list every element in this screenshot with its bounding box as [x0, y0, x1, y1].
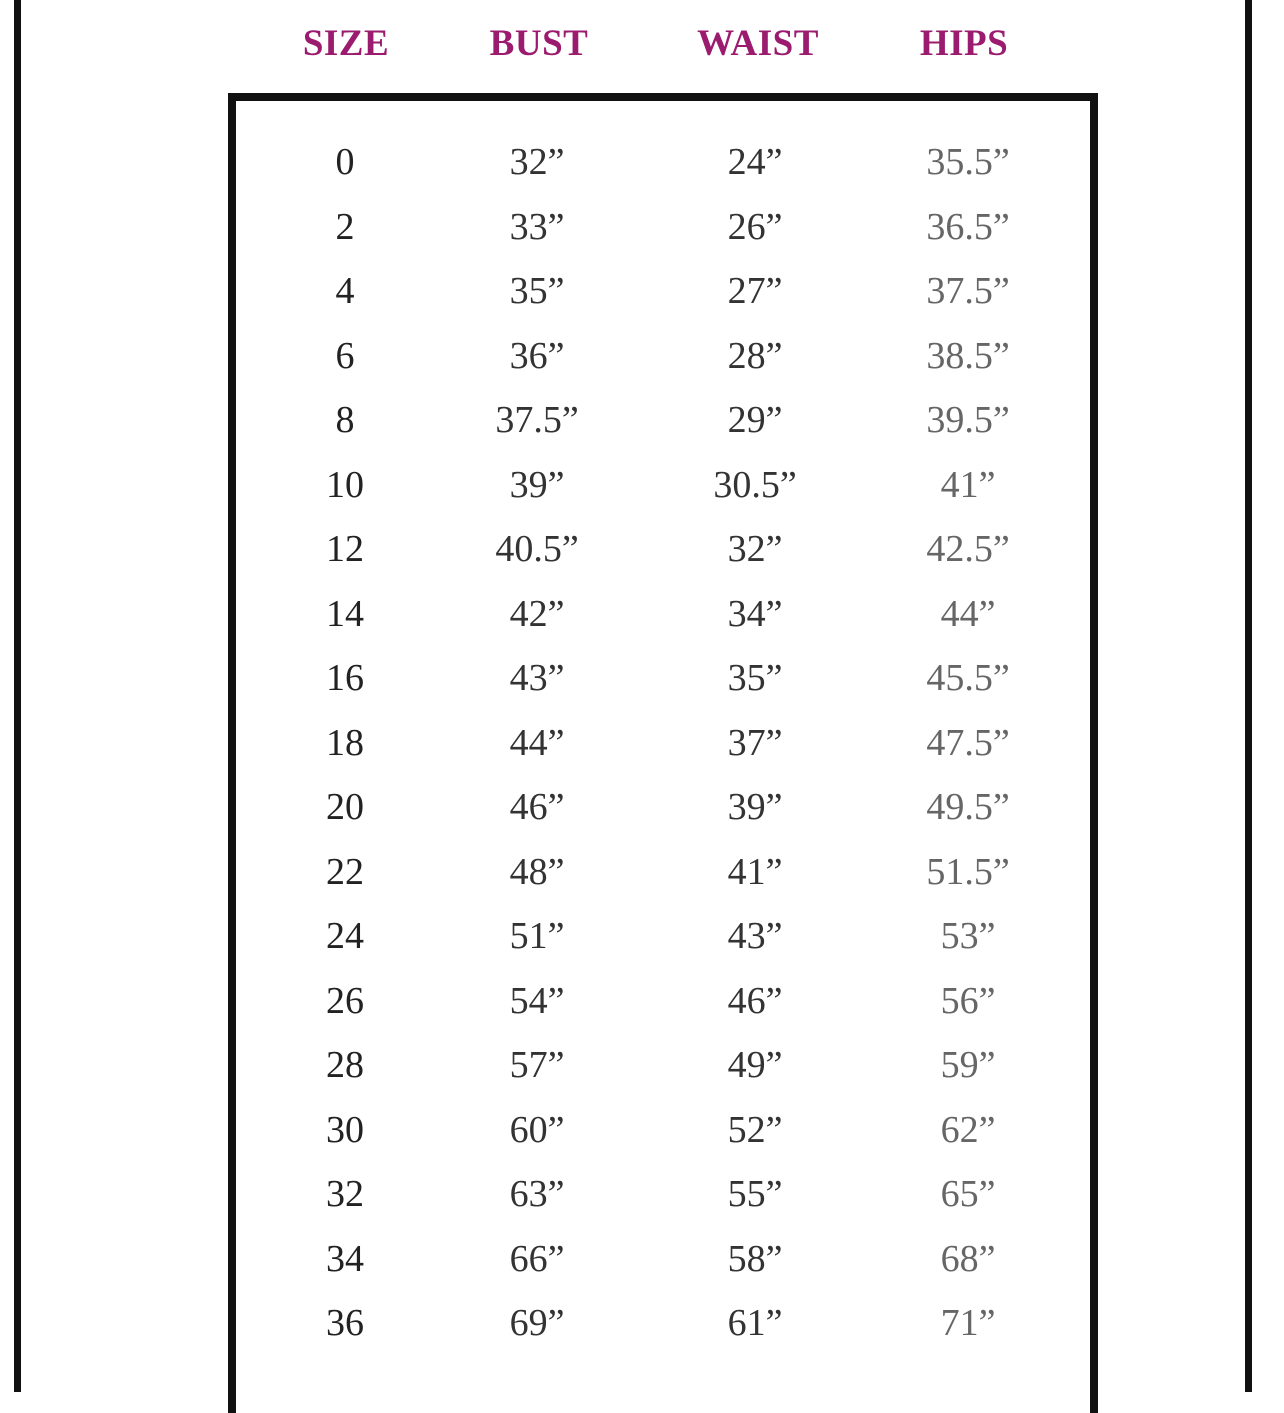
cell-hips: 39.5”	[926, 399, 1010, 441]
table-row	[0, 205, 1284, 269]
cell-waist: 55”	[727, 1173, 783, 1215]
table-row	[0, 1172, 1284, 1236]
cell-bust: 54”	[509, 979, 565, 1022]
cell-bust: 69”	[509, 1302, 565, 1344]
cell-size: 30	[326, 1108, 364, 1151]
cell-bust: 39”	[509, 463, 565, 506]
cell-bust: 57”	[509, 1044, 565, 1086]
cell-size: 0	[335, 141, 355, 183]
cell-size: 14	[326, 592, 364, 635]
cell-hips: 62”	[940, 1108, 996, 1151]
cell-bust: 43”	[509, 657, 565, 699]
header-size: SIZE	[302, 23, 390, 64]
cell-size: 6	[335, 334, 355, 377]
table-row	[0, 1108, 1284, 1172]
table-row	[0, 463, 1284, 527]
cell-bust: 36”	[509, 334, 565, 377]
cell-bust: 37.5”	[495, 399, 579, 441]
cell-waist: 29”	[727, 399, 783, 441]
cell-size: 16	[326, 657, 364, 699]
cell-hips: 51.5”	[926, 850, 1010, 893]
cell-waist: 58”	[727, 1237, 783, 1280]
cell-bust: 40.5”	[495, 528, 579, 570]
table-row	[0, 914, 1284, 978]
cell-waist: 32”	[727, 528, 783, 570]
cell-size: 2	[335, 205, 355, 248]
cell-hips: 37.5”	[926, 270, 1010, 312]
cell-waist: 41”	[727, 850, 783, 893]
cell-bust: 33”	[509, 205, 565, 248]
cell-hips: 41”	[940, 463, 996, 506]
cell-waist: 24”	[727, 141, 783, 183]
cell-size: 8	[335, 399, 355, 441]
cell-hips: 56”	[940, 979, 996, 1022]
cell-size: 34	[326, 1237, 364, 1280]
table-row	[0, 656, 1284, 720]
table-row	[0, 140, 1284, 204]
cell-size: 24	[326, 915, 364, 957]
header-bust: BUST	[489, 23, 589, 64]
cell-hips: 53”	[940, 915, 996, 957]
table-row	[0, 592, 1284, 656]
table-row	[0, 269, 1284, 333]
header-waist: WAIST	[697, 23, 819, 64]
cell-bust: 42”	[509, 592, 565, 635]
cell-hips: 38.5”	[926, 334, 1010, 377]
cell-hips: 65”	[940, 1173, 996, 1215]
cell-size: 26	[326, 979, 364, 1022]
cell-hips: 49.5”	[926, 786, 1010, 828]
cell-hips: 36.5”	[926, 205, 1010, 248]
cell-hips: 68”	[940, 1237, 996, 1280]
table-row	[0, 979, 1284, 1043]
table-row	[0, 1043, 1284, 1107]
cell-hips: 45.5”	[926, 657, 1010, 699]
cell-size: 32	[326, 1173, 364, 1215]
cell-bust: 60”	[509, 1108, 565, 1151]
cell-waist: 28”	[727, 334, 783, 377]
cell-bust: 46”	[509, 786, 565, 828]
cell-waist: 52”	[727, 1108, 783, 1151]
header-hips: HIPS	[919, 23, 1009, 64]
table-row	[0, 721, 1284, 785]
cell-waist: 43”	[727, 915, 783, 957]
table-header	[0, 22, 1284, 72]
table-row	[0, 527, 1284, 591]
cell-waist: 61”	[727, 1302, 783, 1344]
cell-hips: 35.5”	[926, 141, 1010, 183]
cell-hips: 59”	[940, 1044, 996, 1086]
cell-waist: 37”	[727, 721, 783, 764]
cell-size: 28	[326, 1044, 364, 1086]
cell-waist: 30.5”	[713, 463, 797, 506]
cell-waist: 26”	[727, 205, 783, 248]
cell-bust: 63”	[509, 1173, 565, 1215]
table-row	[0, 1237, 1284, 1301]
cell-hips: 71”	[940, 1302, 996, 1344]
cell-waist: 46”	[727, 979, 783, 1022]
cell-bust: 66”	[509, 1237, 565, 1280]
cell-bust: 32”	[509, 141, 565, 183]
cell-size: 12	[326, 528, 364, 570]
cell-hips: 44”	[940, 592, 996, 635]
cell-waist: 35”	[727, 657, 783, 699]
table-row	[0, 850, 1284, 914]
cell-bust: 35”	[509, 270, 565, 312]
table-row	[0, 1301, 1284, 1365]
cell-waist: 27”	[727, 270, 783, 312]
cell-size: 4	[335, 270, 355, 312]
cell-size: 18	[326, 721, 364, 764]
cell-size: 20	[326, 786, 364, 828]
table-row	[0, 785, 1284, 849]
cell-waist: 49”	[727, 1044, 783, 1086]
table-row	[0, 334, 1284, 398]
cell-waist: 39”	[727, 786, 783, 828]
cell-bust: 48”	[509, 850, 565, 893]
cell-hips: 47.5”	[926, 721, 1010, 764]
cell-size: 10	[326, 463, 364, 506]
cell-waist: 34”	[727, 592, 783, 635]
cell-bust: 44”	[509, 721, 565, 764]
cell-bust: 51”	[509, 915, 565, 957]
cell-size: 22	[326, 850, 364, 893]
cell-hips: 42.5”	[926, 528, 1010, 570]
table-row	[0, 398, 1284, 462]
cell-size: 36	[326, 1302, 364, 1344]
